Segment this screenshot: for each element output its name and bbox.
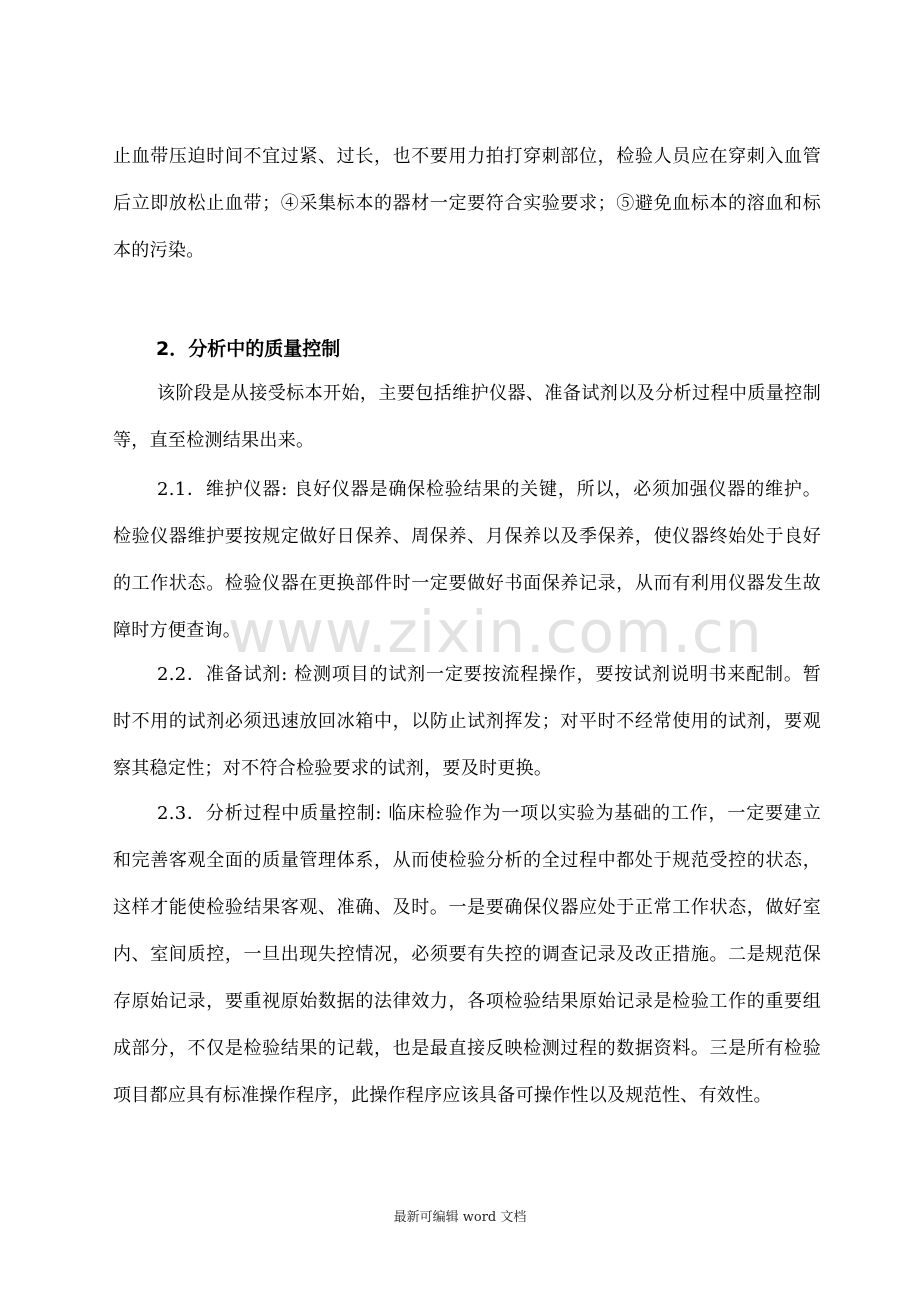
subsection-process-quality-control: 2.3．分析过程中质量控制: 临床检验作为一项以实验为基础的工作，一定要建立和完善客观全面的质量管理体系，从而使检验分析的全过程中都处于规范受控的状态，这样才能使检验结果客观、准确、及时。一是要确保仪器应处于正常工作状态，做好室内、室间质控，一旦出现失控情况，必须要有失控的调查记录及改正措施。二是规范保存原始记录，要重视原始数据的法律效力，各项检验结果原始记录是检验工作的重要组成部分，不仅是检验结果的记载，也是最直接反映检测过程的数据资料。三是所有检验项目都应具有标准操作程序，此操作程序应该具备可操作性以及规范性、有效性。 — [113, 803, 821, 1106]
page-footer: 最新可编辑 word 文档 — [393, 1210, 527, 1225]
section-intro-paragraph: 该阶段是从接受标本开始，主要包括维护仪器、准备试剂以及分析过程中质量控制等，直至检测结果出来。 — [113, 383, 821, 451]
intro-paragraph: 止血带压迫时间不宜过紧、过长，也不要用力拍打穿刺部位，检验人员应在穿刺入血管后立即放松止血带；④采集标本的器材一定要符合实验要求；⑤避免血标本的溶血和标本的污染。 — [113, 146, 821, 261]
subsection-maintain-instruments: 2.1．维护仪器: 良好仪器是确保检验结果的关键，所以，必须加强仪器的维护。检验仪器维护要按规定做好日保养、周保养、月保养以及季保养，使仪器终始处于良好的工作状态。检验仪器在更换部件时一定要做好书面保养记录，从而有利用仪器发生故障时方便查询。 — [113, 479, 821, 641]
watermark-text: www.zixin.com.cn — [228, 598, 763, 666]
section-heading: 2．分析中的质量控制 — [156, 338, 341, 360]
subsection-prepare-reagents: 2.2．准备试剂: 检测项目的试剂一定要按流程操作，要按试剂说明书来配制。暂时不用的试剂必须迅速放回冰箱中，以防止试剂挥发；对平时不经常使用的试剂，要观察其稳定性；对不符合检验要求的试剂，要及时更换。 — [113, 664, 821, 779]
